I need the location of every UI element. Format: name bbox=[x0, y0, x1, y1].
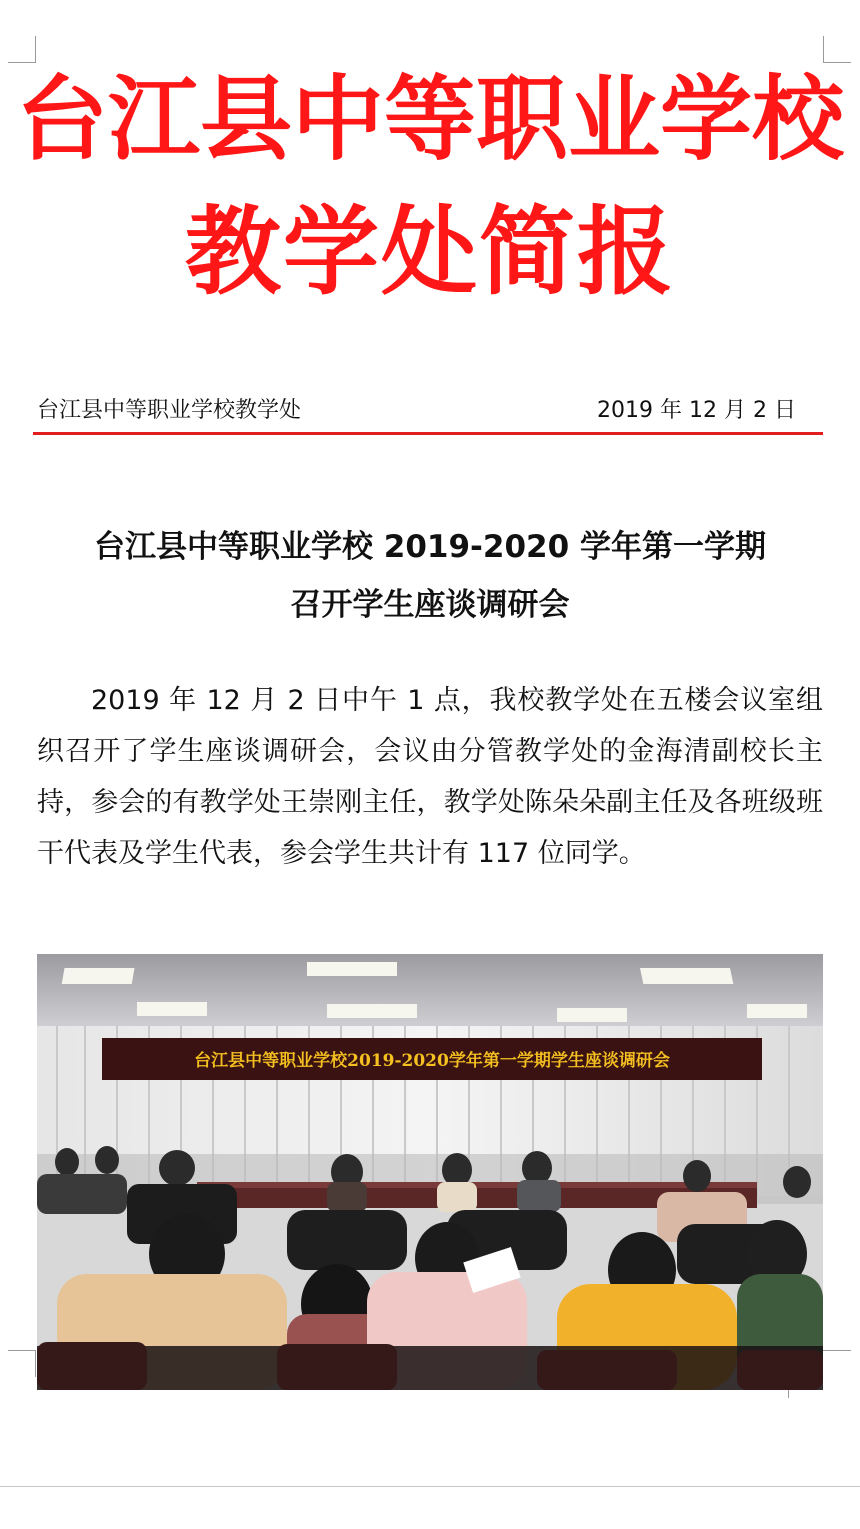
article-body-paragraph: 2019 年 12 月 2 日中午 1 点，我校教学处在五楼会议室组织召开了学生座谈调研会，会议由分管教学处的金海清副校长主持，参会的有教学处王崇刚主任，教学处陈朵朵副主任及各班级班干代表及学生代表，参会学生共计有 117 位同学。 bbox=[37, 685, 823, 869]
crop-mark-top-left-v bbox=[35, 36, 36, 63]
crop-mark-bottom-right-h bbox=[823, 1350, 851, 1351]
masthead-bulletin-title: 教学处简报 bbox=[185, 196, 675, 308]
crop-mark-bottom-left-v bbox=[35, 1350, 36, 1377]
crop-mark-top-left-h bbox=[8, 62, 36, 63]
meeting-banner-text: 台江县中等职业学校2019-2020学年第一学期学生座谈调研会 bbox=[194, 1051, 670, 1071]
crop-mark-top-right-v bbox=[823, 36, 824, 63]
meeting-photo bbox=[37, 954, 823, 1390]
issuer-name: 台江县中等职业学校教学处 bbox=[37, 398, 302, 423]
crop-mark-bottom-left-h bbox=[8, 1350, 36, 1351]
page-bottom-edge bbox=[0, 1486, 860, 1487]
article-title-line-2: 召开学生座谈调研会 bbox=[290, 587, 570, 623]
article-title-line-1: 台江县中等职业学校 2019-2020 学年第一学期 bbox=[93, 529, 766, 565]
red-divider-rule bbox=[33, 432, 823, 435]
issue-date: 2019 年 12 月 2 日 bbox=[597, 398, 796, 423]
masthead-school-name: 台江县中等职业学校 bbox=[15, 66, 844, 173]
crop-mark-top-right-h bbox=[823, 62, 851, 63]
